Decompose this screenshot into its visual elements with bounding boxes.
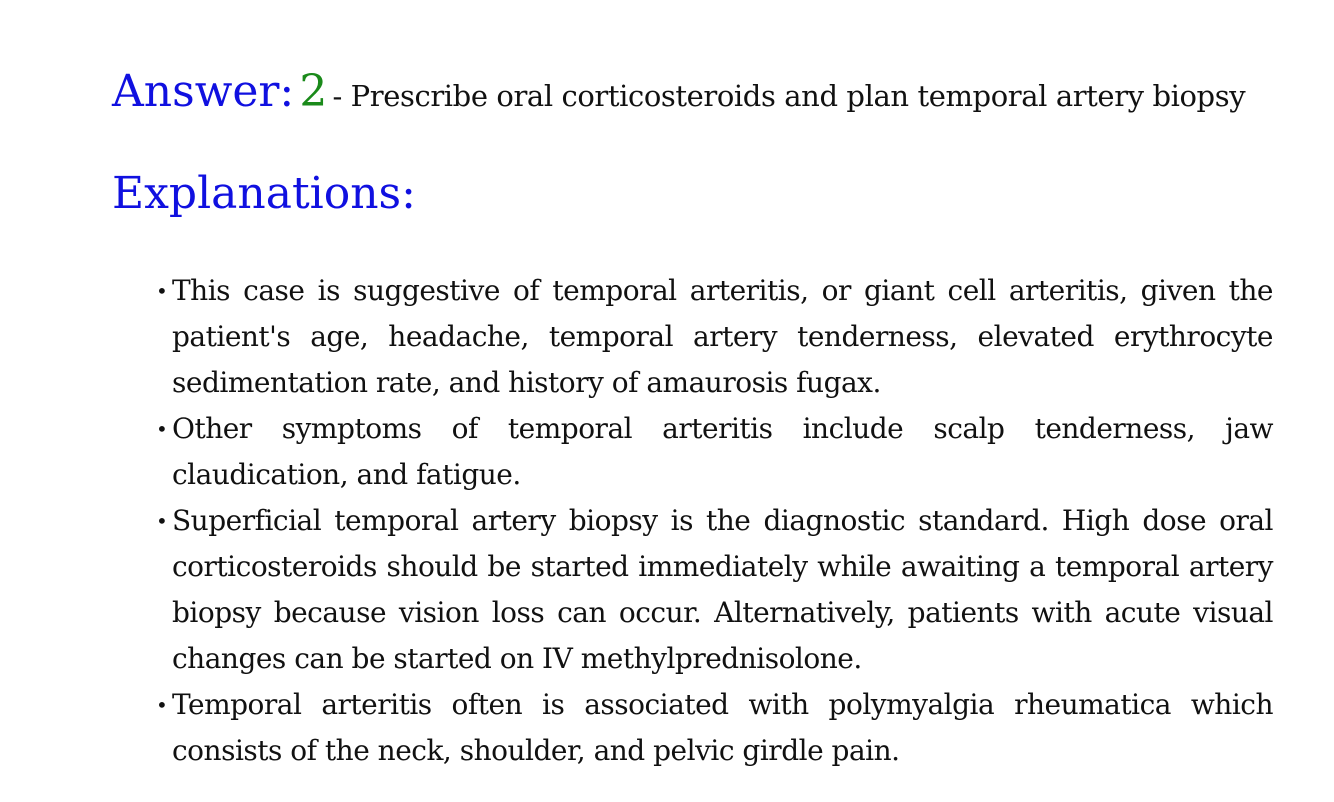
bullet-icon: • bbox=[156, 693, 168, 717]
explanation-item bbox=[158, 268, 1273, 406]
answer-line bbox=[112, 64, 1245, 129]
explanation-list bbox=[158, 268, 1273, 774]
bullet-icon: • bbox=[156, 509, 168, 533]
bullet-icon: • bbox=[156, 279, 168, 303]
answer-number: 2 bbox=[299, 66, 328, 117]
explanation-item bbox=[158, 498, 1273, 682]
bullet-icon: • bbox=[156, 417, 168, 441]
explanation-item bbox=[158, 406, 1273, 498]
answer-label: Answer: bbox=[112, 66, 295, 117]
explanation-text: Superficial temporal artery biopsy is the diagnostic standard. High dose oral corticosteroids should be started immediately while awaiting a temporal artery biopsy because vision loss can occur. Alternatively, patients with acute visual changes can be started on IV methylprednisolone. bbox=[172, 504, 1273, 675]
explanation-text: This case is suggestive of temporal arteritis, or giant cell arteritis, given the patient's age, headache, temporal artery tenderness, elevated erythrocyte sedimentation rate, and history of amaurosis fugax. bbox=[172, 274, 1273, 399]
explanation-text: Temporal arteritis often is associated with polymyalgia rheumatica which consists of the neck, shoulder, and pelvic girdle pain. bbox=[172, 688, 1273, 767]
explanations-heading: Explanations: bbox=[112, 168, 416, 219]
explanation-item bbox=[158, 682, 1273, 774]
answer-text: - Prescribe oral corticosteroids and plan temporal artery biopsy bbox=[332, 79, 1246, 113]
explanation-text: Other symptoms of temporal arteritis include scalp tenderness, jaw claudication, and fatigue. bbox=[172, 412, 1273, 491]
